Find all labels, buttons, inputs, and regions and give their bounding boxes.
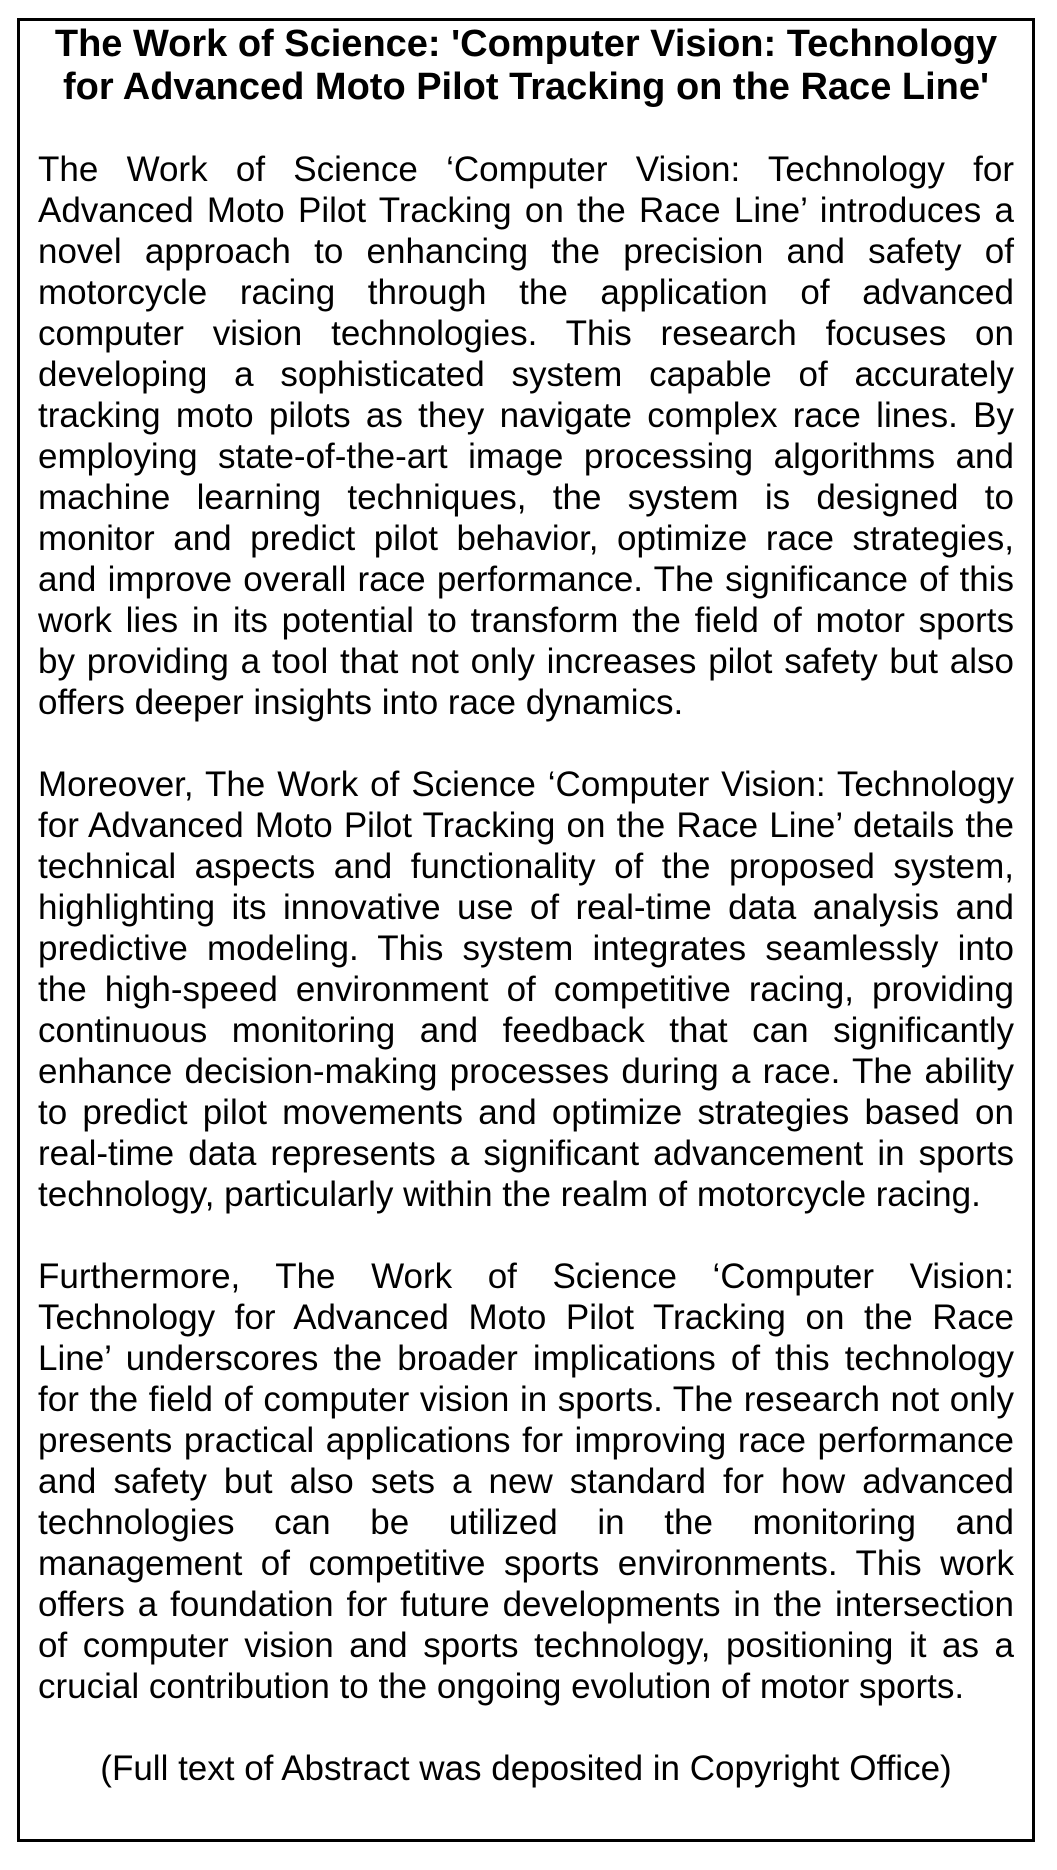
- abstract-frame: [17, 18, 1035, 1842]
- abstract-title: The Work of Science: 'Computer Vision: Technology for Advanced Moto Pilot Tracking on the Race Line': [54, 23, 998, 108]
- abstract-paragraph-2: Moreover, The Work of Science ‘Computer Vision: Technology for Advanced Moto Pilot Tracking on the Race Line’ details the technical aspects and functionality of the proposed system, highlighting its innovative use of real-time data analysis and predictive modeling. This system integrates seamlessly into the high-speed environment of competitive racing, providing continuous monitoring and feedback that can significantly enhance decision-making processes during a race. The ability to predict pilot movements and optimize strategies based on real-time data represents a significant advancement in sports technology, particularly within the realm of motorcycle racing.: [38, 765, 1014, 1214]
- abstract-paragraph-3: Furthermore, The Work of Science ‘Computer Vision: Technology for Advanced Moto Pilot Tracking on the Race Line’ underscores the broader implications of this technology for the field of computer vision in sports. The research not only presents practical applications for improving race performance and safety but also sets a new standard for how advanced technologies can be utilized in the monitoring and management of competitive sports environments. This work offers a foundation for future developments in the intersection of computer vision and sports technology, positioning it as a crucial contribution to the ongoing evolution of motor sports.: [38, 1257, 1014, 1706]
- copyright-deposit-note: (Full text of Abstract was deposited in Copyright Office): [100, 1749, 952, 1788]
- abstract-paragraph-1: The Work of Science ‘Computer Vision: Technology for Advanced Moto Pilot Tracking on the Race Line’ introduces a novel approach to enhancing the precision and safety of motorcycle racing through the application of advanced computer vision technologies. This research focuses on developing a sophisticated system capable of accurately tracking moto pilots as they navigate complex race lines. By employing state-of-the-art image processing algorithms and machine learning techniques, the system is designed to monitor and predict pilot behavior, optimize race strategies, and improve overall race performance. The significance of this work lies in its potential to transform the field of motor sports by providing a tool that not only increases pilot safety but also offers deeper insights into race dynamics.: [38, 150, 1014, 722]
